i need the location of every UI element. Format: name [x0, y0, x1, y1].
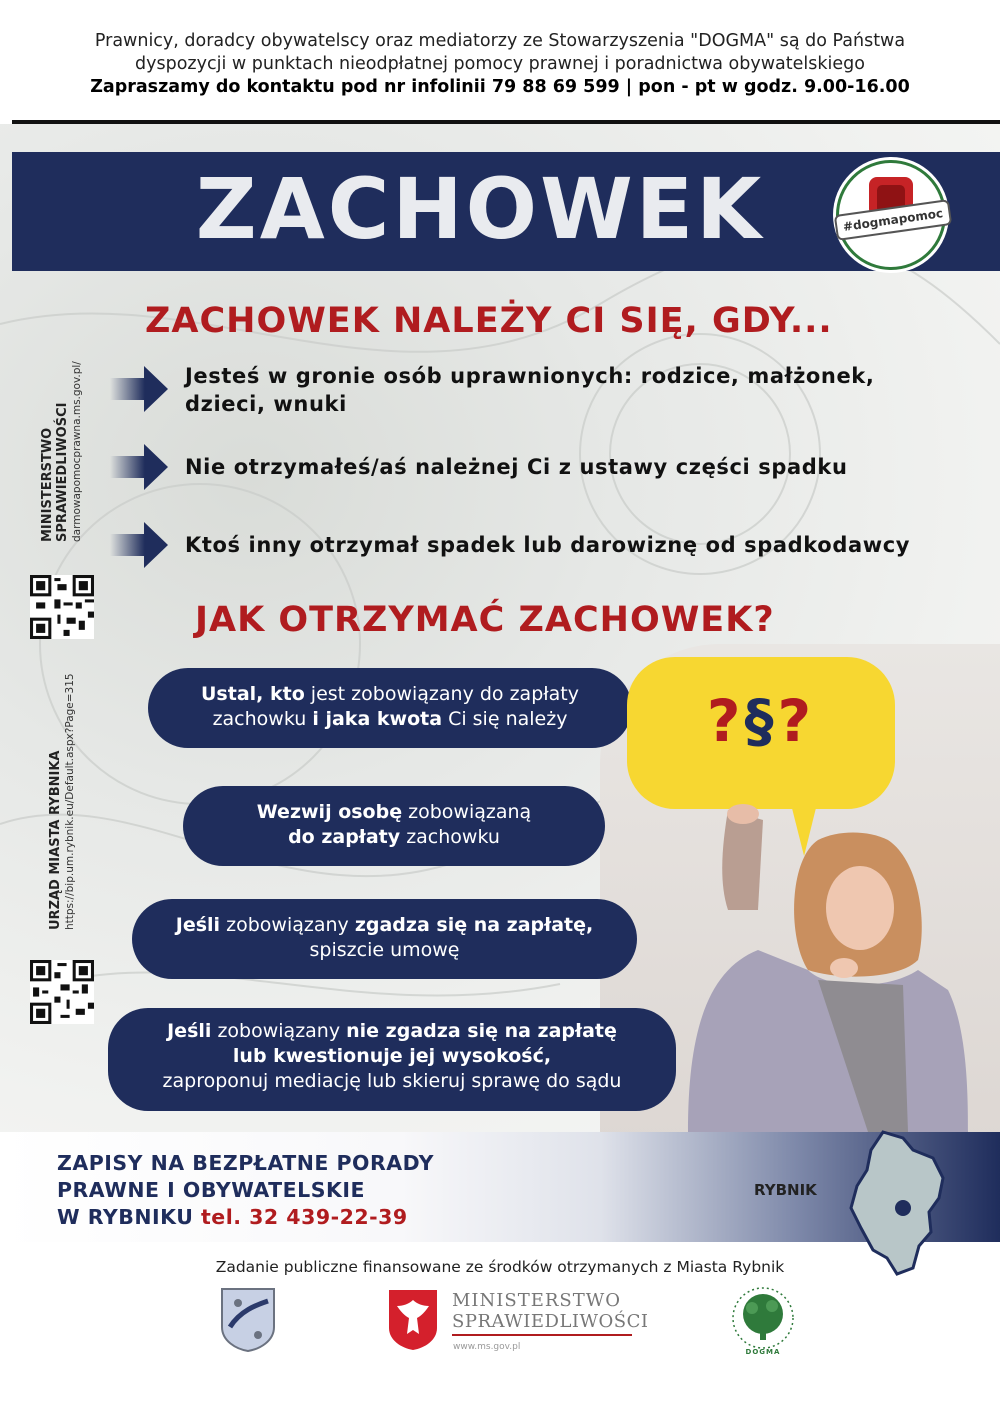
arrow-right-icon — [110, 444, 168, 490]
qr-code-icon[interactable] — [30, 575, 94, 639]
badge-hashtag: #dogmapomoc — [834, 199, 952, 241]
step-pill: Jeśli zobowiązany nie zgadza się na zapłatę lub kwestionuje jej wysokość, zaproponuj mediację lub skieruj sprawę do sądu — [108, 1008, 676, 1111]
header-line-2: dyspozycji w punktach nieodpłatnej pomocy prawnej i poradnictwa obywatelskiego — [135, 54, 865, 74]
sidebar-city-url[interactable]: https://bip.um.rybnik.eu/Default.aspx?Page=315 — [64, 673, 76, 930]
map-label: RYBNIK — [754, 1181, 817, 1199]
signup-phone[interactable]: tel. 32 439-22-39 — [200, 1205, 408, 1229]
step-pill: Jeśli zobowiązany zgadza się na zapłatę, spiszcie umowę — [132, 899, 637, 979]
step-pill: Ustal, kto jest zobowiązany do zapłaty zachowku i jaka kwota Ci się należy — [148, 668, 632, 748]
dogmapomoc-badge — [836, 160, 946, 270]
dogma-logo-text: DOGMA — [745, 1348, 781, 1356]
page-title: ZACHOWEK — [195, 160, 765, 258]
heading-how: JAK OTRZYMAĆ ZACHOWEK? — [195, 600, 775, 640]
condition-item — [110, 440, 990, 494]
header-line-1: Prawnicy, doradcy obywatelscy oraz mediatorzy ze Stowarzyszenia "DOGMA" są do Państwa — [94, 31, 906, 51]
ministry-logo-line-1: MINISTERSTWO — [452, 1290, 622, 1311]
sidebar-ministry-url[interactable]: darmowapomocprawna.ms.gov.pl/ — [71, 361, 83, 542]
ministry-logo-rule — [452, 1334, 632, 1336]
white-eagle-icon — [389, 1290, 437, 1350]
rybnik-map-icon — [843, 1128, 955, 1278]
rybnik-coat-of-arms-icon — [220, 1287, 276, 1353]
dogma-tree-icon — [728, 1284, 798, 1358]
arrow-right-icon — [110, 366, 168, 412]
condition-item — [110, 362, 990, 416]
bubble-symbols: ?§? — [706, 687, 816, 755]
heading-when: ZACHOWEK NALEŻY CI SIĘ, GDY... — [145, 301, 833, 341]
header-info — [0, 30, 1000, 99]
sidebar-ministry: MINISTERSTWO SPRAWIEDLIWOŚCI darmowapomocprawna.ms.gov.pl/ — [40, 361, 83, 542]
ministry-logo-url[interactable]: www.ms.gov.pl — [453, 1342, 521, 1352]
step-pill: Wezwij osobę zobowiązaną do zapłaty zachowku — [183, 786, 605, 866]
qr-code-icon[interactable] — [30, 960, 94, 1024]
condition-text: Nie otrzymałeś/aś należnej Ci z ustawy części spadku — [185, 455, 848, 479]
thinking-woman-illustration — [668, 800, 968, 1132]
funding-note: Zadanie publiczne finansowane ze środków otrzymanych z Miasta Rybnik — [215, 1258, 785, 1276]
condition-text: Jesteś w gronie osób uprawnionych: rodzice, małżonek, dzieci, wnuki — [185, 364, 875, 416]
condition-item — [110, 518, 990, 572]
signup-text: ZAPISY NA BEZPŁATNE PORADY PRAWNE I OBYWATELSKIE W RYBNIKU tel. 32 439-22-39 — [57, 1151, 434, 1229]
condition-text: Ktoś inny otrzymał spadek lub darowiznę od spadkodawcy — [185, 533, 911, 557]
header-contact: Zapraszamy do kontaktu pod nr infolinii 79 88 69 599 | pon - pt w godz. 9.00-16.00 — [90, 77, 910, 97]
sidebar-city-office: URZĄD MIASTA RYBNIKA https://bip.um.rybnik.eu/Default.aspx?Page=315 — [48, 673, 76, 930]
arrow-right-icon — [110, 522, 168, 568]
ministry-logo-line-2: SPRAWIEDLIWOŚCI — [452, 1311, 649, 1332]
